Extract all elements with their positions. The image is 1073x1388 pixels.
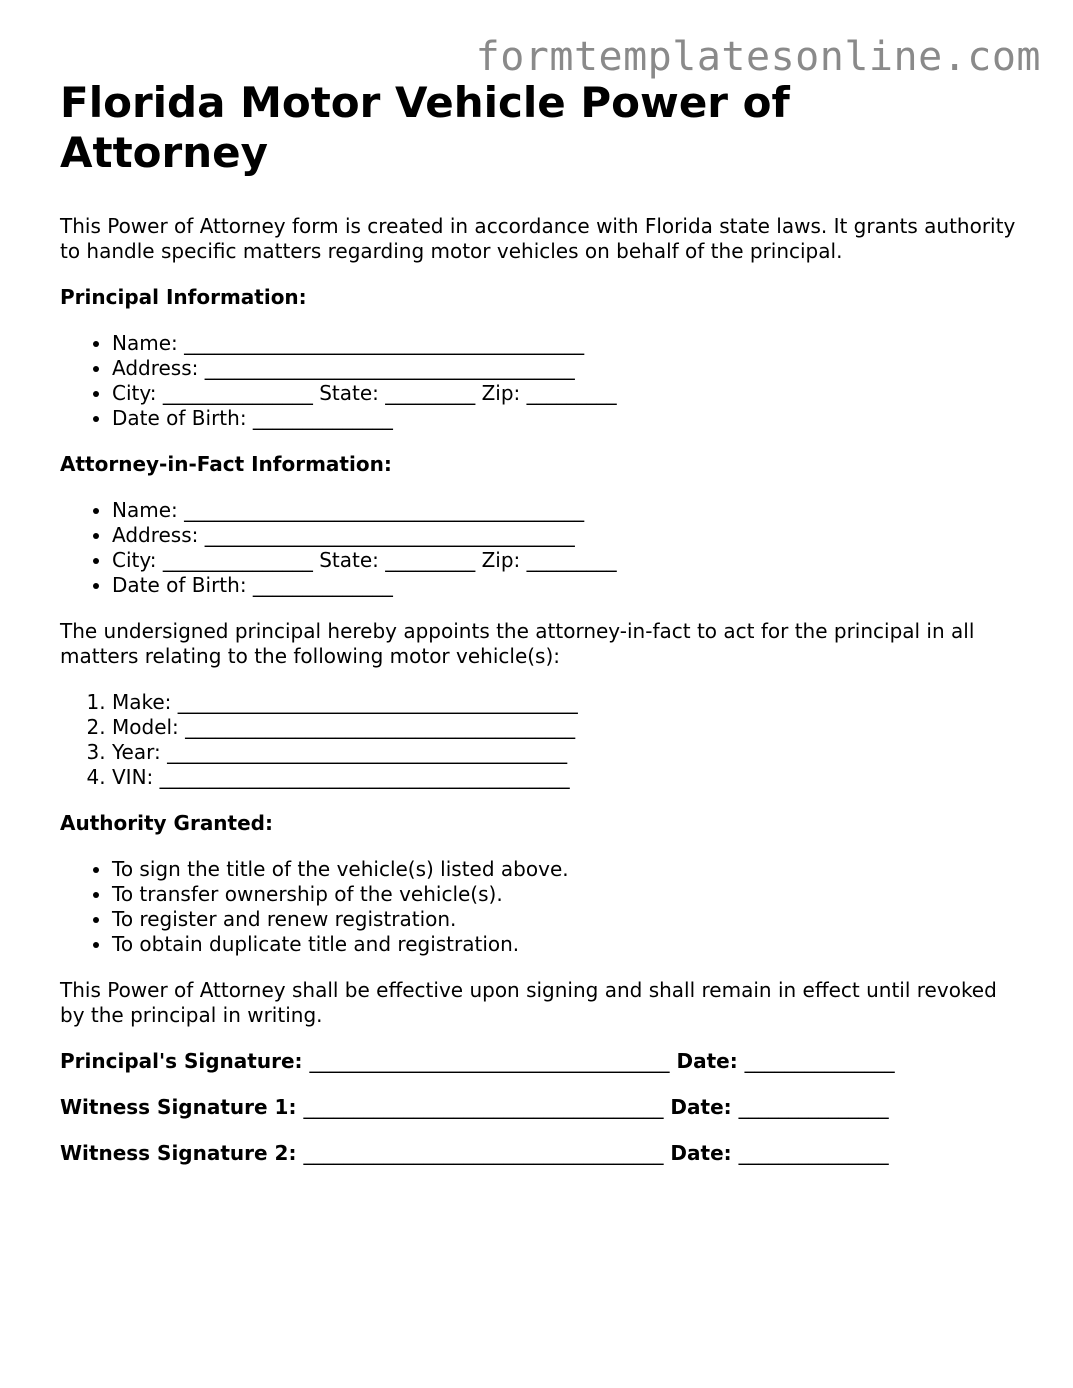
- attorney-fields: [60, 498, 1020, 598]
- principal-address-field[interactable]: • Address: _____________________________________: [112, 356, 1020, 381]
- witness2-signature-label: Witness Signature 2:: [60, 1141, 297, 1165]
- witness1-date-line[interactable]: _______________: [738, 1095, 889, 1119]
- attorney-dob-field[interactable]: • Date of Birth: ______________: [112, 573, 1020, 598]
- date-label: Date:: [670, 1141, 732, 1165]
- authority-item: • To transfer ownership of the vehicle(s).: [112, 882, 1020, 907]
- attorney-heading: Attorney-in-Fact Information:: [60, 452, 392, 476]
- principal-dob-field[interactable]: • Date of Birth: ______________: [112, 406, 1020, 431]
- date-label: Date:: [676, 1049, 738, 1073]
- principal-date-line[interactable]: _______________: [744, 1049, 895, 1073]
- authority-item: • To sign the title of the vehicle(s) listed above.: [112, 857, 1020, 882]
- vehicle-year-field[interactable]: 3. Year: ________________________________________: [112, 740, 1020, 765]
- principal-name-field[interactable]: • Name: ________________________________________: [112, 331, 1020, 356]
- principal-city-state-zip-field[interactable]: • City: _______________ State: _________ Zip: _________: [112, 381, 1020, 406]
- witness1-signature-label: Witness Signature 1:: [60, 1095, 297, 1119]
- principal-signature-label: Principal's Signature:: [60, 1049, 303, 1073]
- authority-heading: Authority Granted:: [60, 811, 273, 835]
- vehicle-model-field[interactable]: 2. Model: _______________________________________: [112, 715, 1020, 740]
- witness2-date-line[interactable]: _______________: [738, 1141, 889, 1165]
- witness1-signature-line[interactable]: ____________________________________: [303, 1095, 664, 1119]
- principal-signature-row: [60, 1049, 1020, 1074]
- effective-paragraph: This Power of Attorney shall be effective upon signing and shall remain in effect until revoked by the principal in writing.: [60, 978, 997, 1027]
- vehicle-vin-field[interactable]: 4. VIN: _________________________________________: [112, 765, 1020, 790]
- principal-fields: [60, 331, 1020, 431]
- attorney-name-field[interactable]: • Name: ________________________________________: [112, 498, 1020, 523]
- witness2-signature-line[interactable]: ____________________________________: [303, 1141, 664, 1165]
- page-title: Florida Motor Vehicle Power of Attorney: [60, 78, 790, 177]
- document-page: [60, 78, 1020, 1166]
- appointment-paragraph: The undersigned principal hereby appoints the attorney-in-fact to act for the principal in all matters relating to the following motor vehicle(s):: [60, 619, 975, 668]
- attorney-address-field[interactable]: • Address: _____________________________________: [112, 523, 1020, 548]
- intro-paragraph: This Power of Attorney form is created in accordance with Florida state laws. It grants authority to handle specific matters regarding motor vehicles on behalf of the principal.: [60, 214, 1016, 263]
- vehicle-fields: [60, 690, 1020, 790]
- authority-item: • To register and renew registration.: [112, 907, 1020, 932]
- watermark: formtemplatesonline.com: [475, 34, 1041, 80]
- witness2-signature-row: [60, 1141, 1020, 1166]
- authority-list: [60, 857, 1020, 957]
- witness1-signature-row: [60, 1095, 1020, 1120]
- date-label: Date:: [670, 1095, 732, 1119]
- principal-heading: Principal Information:: [60, 285, 307, 309]
- principal-signature-line[interactable]: ____________________________________: [309, 1049, 670, 1073]
- authority-item: • To obtain duplicate title and registration.: [112, 932, 1020, 957]
- vehicle-make-field[interactable]: 1. Make: ________________________________________: [112, 690, 1020, 715]
- attorney-city-state-zip-field[interactable]: • City: _______________ State: _________ Zip: _________: [112, 548, 1020, 573]
